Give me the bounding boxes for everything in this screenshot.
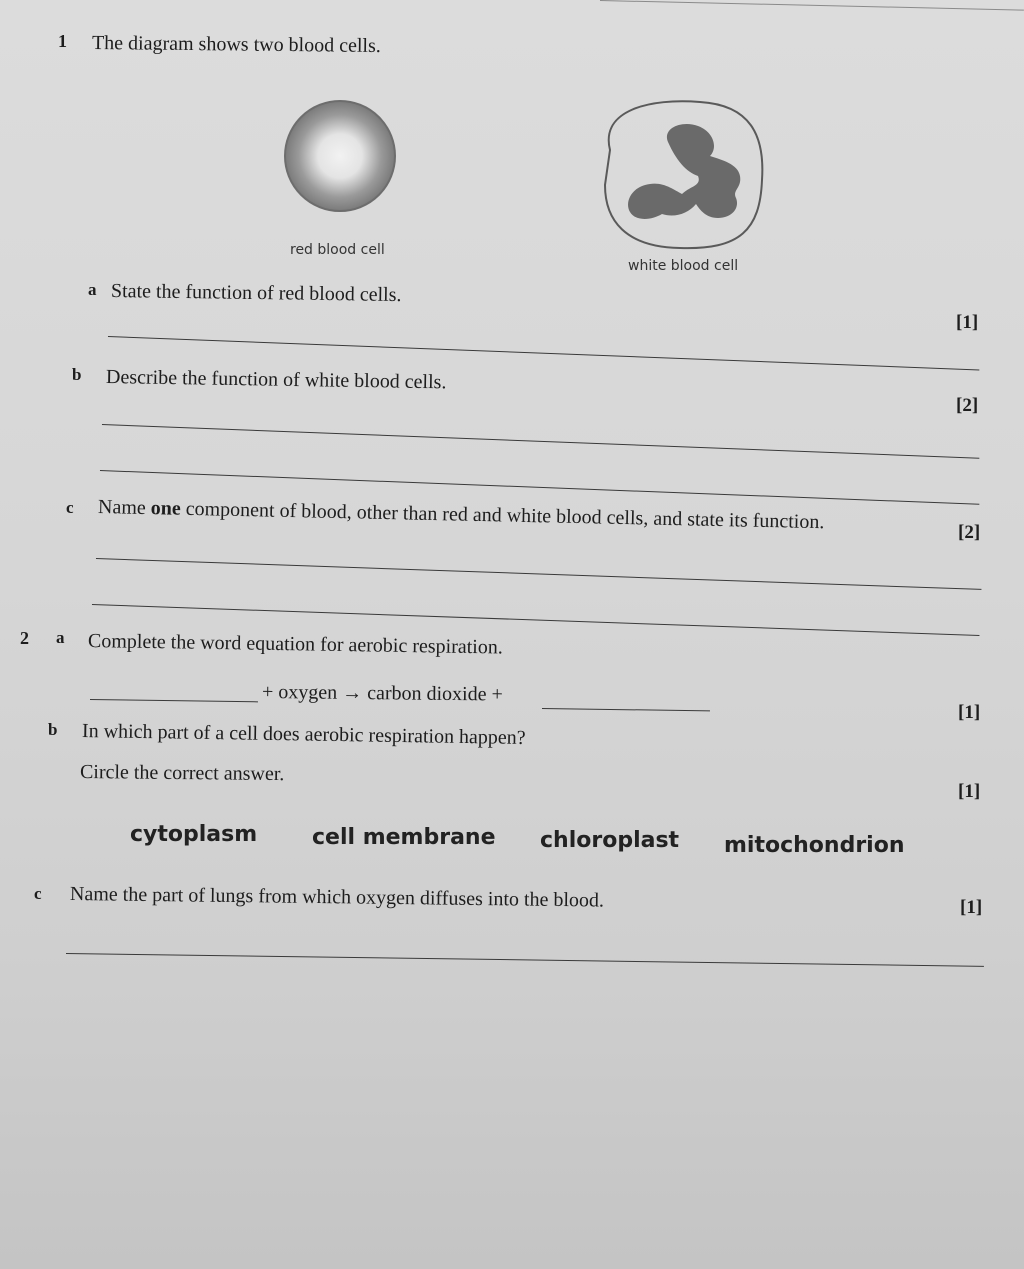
equation-blank-2[interactable] bbox=[542, 708, 710, 711]
question-1-stem: The diagram shows two blood cells. bbox=[91, 32, 381, 58]
red-blood-cell bbox=[285, 101, 395, 211]
part-2a-question: Complete the word equation for aerobic respiration. bbox=[87, 630, 504, 659]
option-mitochondrion[interactable]: mitochondrion bbox=[724, 833, 905, 858]
part-2b-question: In which part of a cell does aerobic respiration happen? bbox=[81, 720, 526, 749]
white-blood-cell-label: white blood cell bbox=[628, 258, 739, 274]
part-1c-letter: c bbox=[66, 498, 74, 517]
question-1-number: 1 bbox=[58, 31, 67, 51]
part-2c-question: Name the part of lungs from which oxygen diffuses into the blood. bbox=[69, 883, 605, 912]
part-1a-letter: a bbox=[88, 280, 97, 299]
part-1a-question: State the function of red blood cells. bbox=[110, 280, 402, 307]
part-1c-question bbox=[98, 496, 825, 534]
page-edge-line bbox=[600, 0, 1024, 11]
part-1c-marks: [2] bbox=[958, 522, 981, 543]
answer-line-1c-1[interactable] bbox=[96, 558, 981, 590]
part-2b-letter: b bbox=[48, 720, 58, 739]
part-2a-letter: a bbox=[56, 628, 65, 647]
part-1c-emphasis: one bbox=[150, 497, 181, 520]
part-2b-marks: [1] bbox=[958, 781, 981, 802]
option-cytoplasm[interactable]: cytoplasm bbox=[130, 822, 258, 847]
answer-line-2c[interactable] bbox=[66, 953, 984, 967]
equation-blank-1[interactable] bbox=[90, 699, 258, 702]
equation-middle: + oxygen → carbon dioxide + bbox=[261, 681, 503, 706]
part-1b-letter: b bbox=[72, 365, 82, 384]
part-2a-marks: [1] bbox=[958, 702, 981, 723]
answer-line-1a[interactable] bbox=[108, 336, 979, 370]
part-1b-question: Describe the function of white blood cells. bbox=[105, 366, 447, 394]
option-chloroplast[interactable]: chloroplast bbox=[540, 828, 680, 853]
option-cell-membrane[interactable]: cell membrane bbox=[312, 825, 496, 850]
part-1a-marks: [1] bbox=[956, 312, 979, 333]
part-2c-marks: [1] bbox=[960, 897, 983, 918]
part-1c-text-pre: Name bbox=[97, 496, 151, 520]
answer-line-1b-1[interactable] bbox=[102, 424, 979, 459]
part-1b-marks: [2] bbox=[956, 395, 979, 416]
part-2b-instruction: Circle the correct answer. bbox=[79, 761, 285, 786]
white-blood-cell bbox=[605, 101, 762, 248]
part-2c-letter: c bbox=[34, 884, 42, 903]
question-2-number: 2 bbox=[20, 628, 29, 648]
red-blood-cell-label: red blood cell bbox=[290, 242, 385, 258]
part-1c-text-post: component of blood, other than red and white blood cells, and state its function. bbox=[180, 497, 825, 534]
